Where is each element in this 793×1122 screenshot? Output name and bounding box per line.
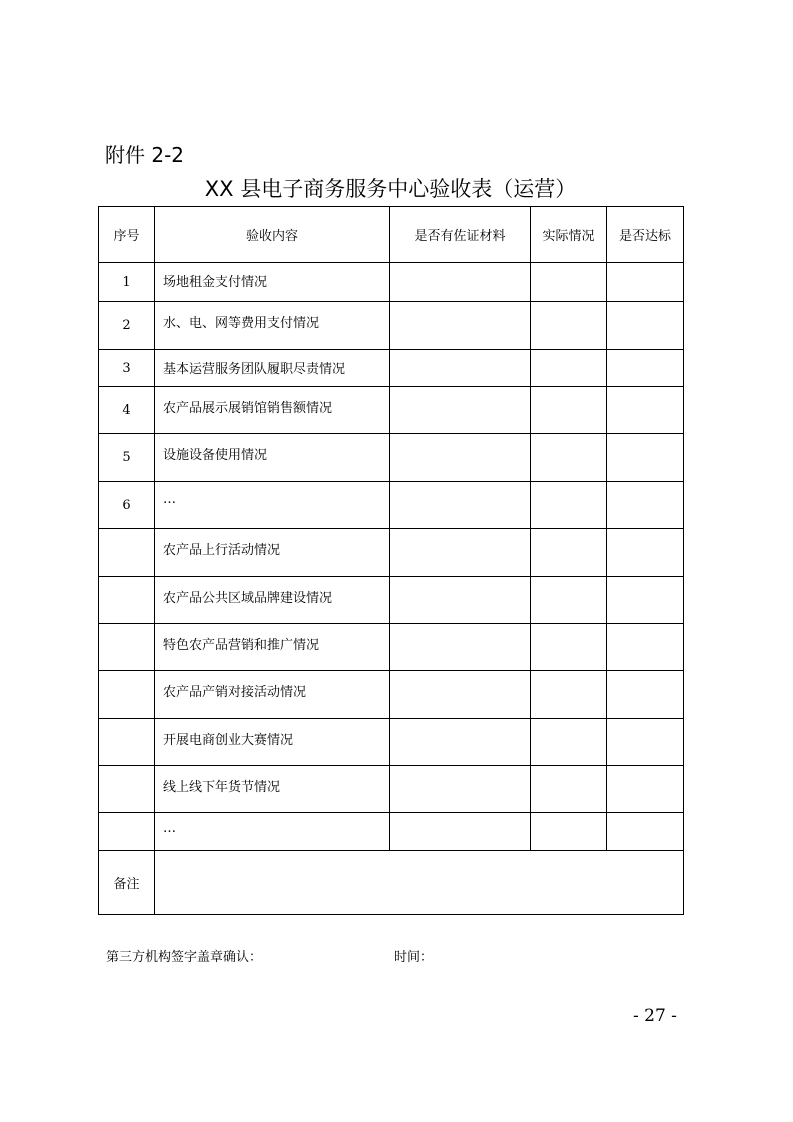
table-row	[99, 263, 684, 302]
remarks-cell[interactable]	[155, 851, 684, 915]
actual-cell[interactable]	[531, 719, 607, 766]
row-content: 场地租金支付情况	[155, 263, 390, 302]
remarks-row	[99, 851, 684, 915]
annex-label: 附件 2-2	[105, 143, 185, 167]
table-row	[99, 813, 684, 851]
row-number: 2	[99, 302, 155, 350]
row-content: 水、电、网等费用支付情况	[155, 302, 390, 350]
row-content: 农产品上行活动情况	[155, 529, 390, 577]
time-label: 时间：	[394, 950, 434, 965]
evidence-cell[interactable]	[390, 671, 531, 719]
evidence-cell[interactable]	[390, 263, 531, 302]
table-header-row	[99, 207, 684, 263]
evidence-cell[interactable]	[390, 529, 531, 577]
standard-cell[interactable]	[607, 387, 684, 434]
row-content: …	[155, 482, 390, 529]
table-row	[99, 766, 684, 813]
standard-cell[interactable]	[607, 766, 684, 813]
standard-cell[interactable]	[607, 671, 684, 719]
standard-cell[interactable]	[607, 577, 684, 624]
standard-cell[interactable]	[607, 624, 684, 671]
remarks-label: 备注	[99, 851, 155, 915]
table-row	[99, 387, 684, 434]
row-content: 特色农产品营销和推广情况	[155, 624, 390, 671]
row-number	[99, 719, 155, 766]
row-number: 1	[99, 263, 155, 302]
table-row	[99, 350, 684, 387]
table-row	[99, 302, 684, 350]
actual-cell[interactable]	[531, 387, 607, 434]
row-number	[99, 766, 155, 813]
actual-cell[interactable]	[531, 766, 607, 813]
evidence-cell[interactable]	[390, 624, 531, 671]
standard-cell[interactable]	[607, 263, 684, 302]
actual-cell[interactable]	[531, 813, 607, 851]
row-content: 线上线下年货节情况	[155, 766, 390, 813]
row-content: …	[155, 813, 390, 851]
signature-label: 第三方机构签字盖章确认：	[106, 950, 263, 965]
standard-cell[interactable]	[607, 302, 684, 350]
evidence-cell[interactable]	[390, 350, 531, 387]
page-number: - 27 -	[633, 1006, 677, 1026]
table-row	[99, 529, 684, 577]
row-content: 农产品展示展销馆销售额情况	[155, 387, 390, 434]
row-number: 3	[99, 350, 155, 387]
standard-cell[interactable]	[607, 719, 684, 766]
evidence-cell[interactable]	[390, 719, 531, 766]
evidence-cell[interactable]	[390, 387, 531, 434]
table-row	[99, 719, 684, 766]
actual-cell[interactable]	[531, 350, 607, 387]
row-number	[99, 624, 155, 671]
table-row	[99, 482, 684, 529]
table-row	[99, 624, 684, 671]
actual-cell[interactable]	[531, 482, 607, 529]
row-number: 5	[99, 434, 155, 482]
row-number	[99, 813, 155, 851]
form-title: XX 县电子商务服务中心验收表（运营）	[204, 177, 577, 201]
row-content: 农产品产销对接活动情况	[155, 671, 390, 719]
header-actual-situation: 实际情况	[531, 207, 607, 263]
standard-cell[interactable]	[607, 529, 684, 577]
actual-cell[interactable]	[531, 302, 607, 350]
actual-cell[interactable]	[531, 577, 607, 624]
table-row	[99, 577, 684, 624]
evidence-cell[interactable]	[390, 813, 531, 851]
row-number	[99, 529, 155, 577]
table-row	[99, 434, 684, 482]
header-serial-number: 序号	[99, 207, 155, 263]
acceptance-table	[98, 206, 684, 915]
evidence-cell[interactable]	[390, 766, 531, 813]
row-number	[99, 577, 155, 624]
standard-cell[interactable]	[607, 434, 684, 482]
standard-cell[interactable]	[607, 482, 684, 529]
actual-cell[interactable]	[531, 529, 607, 577]
row-number: 4	[99, 387, 155, 434]
row-content: 基本运营服务团队履职尽责情况	[155, 350, 390, 387]
standard-cell[interactable]	[607, 813, 684, 851]
evidence-cell[interactable]	[390, 434, 531, 482]
actual-cell[interactable]	[531, 671, 607, 719]
actual-cell[interactable]	[531, 434, 607, 482]
evidence-cell[interactable]	[390, 302, 531, 350]
actual-cell[interactable]	[531, 624, 607, 671]
evidence-cell[interactable]	[390, 577, 531, 624]
row-content: 农产品公共区域品牌建设情况	[155, 577, 390, 624]
header-meets-standard: 是否达标	[607, 207, 684, 263]
row-content: 开展电商创业大赛情况	[155, 719, 390, 766]
header-acceptance-content: 验收内容	[155, 207, 390, 263]
row-number: 6	[99, 482, 155, 529]
table-row	[99, 671, 684, 719]
evidence-cell[interactable]	[390, 482, 531, 529]
actual-cell[interactable]	[531, 263, 607, 302]
row-content: 设施设备使用情况	[155, 434, 390, 482]
standard-cell[interactable]	[607, 350, 684, 387]
row-number	[99, 671, 155, 719]
header-evidence: 是否有佐证材料	[390, 207, 531, 263]
